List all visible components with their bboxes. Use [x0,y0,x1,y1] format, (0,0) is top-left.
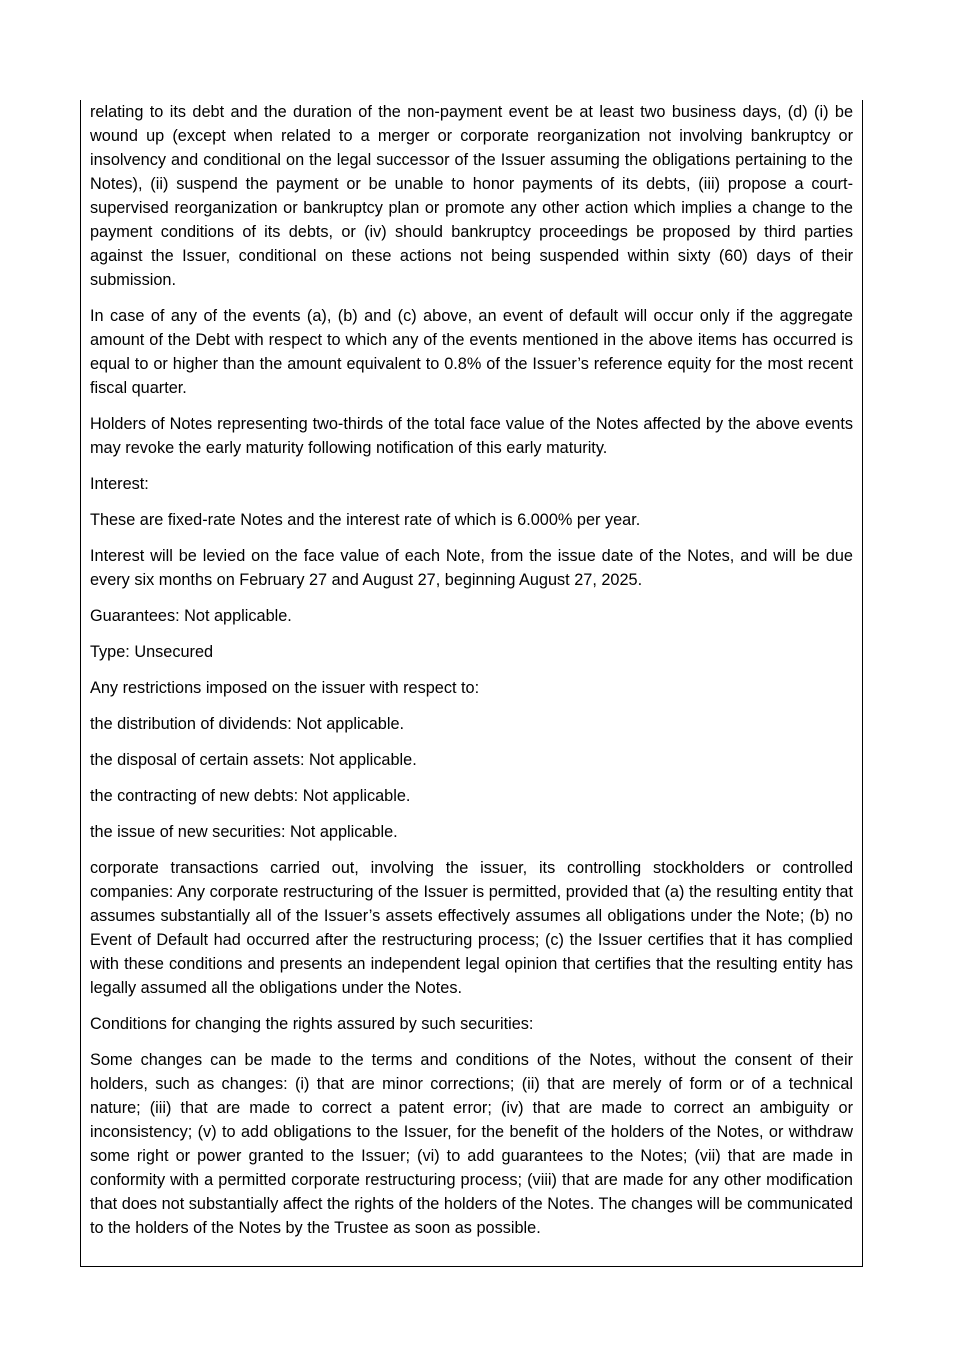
paragraph-new-debts: the contracting of new debts: Not applicable. [90,787,411,805]
paragraph-interest-rate: These are fixed-rate Notes and the interest rate of which is 6.000% per year. [90,511,641,529]
paragraph-corporate-transactions: corporate transactions carried out, involving the issuer, its controlling stockholders or controlled companies: Any corporate restructuring of the Issuer is permitted, provided that (a) the resulting entity that assumes substantially all of the Issuer’s assets effectively assumes all obligations under the Note; (b) no Event of Default had occurred after the restructuring process; (c) the Issuer certifies that it has complied with these conditions and presents an independent legal opinion that certifies that the resulting entity has legally assumed all the obligations under the Notes. [90,859,853,997]
paragraph-revoke-early-maturity: Holders of Notes representing two-thirds of the total face value of the Notes affected by the above events may revoke the early maturity following notification of this early maturity. [90,415,853,457]
paragraph-conditions-heading: Conditions for changing the rights assured by such securities: [90,1015,534,1033]
paragraph-type: Type: Unsecured [90,643,214,661]
paragraph-default-events-continued: relating to its debt and the duration of the non-payment event be at least two business days, (d) (i) be wound up (except when related to a merger or corporate reorganization not involving bankruptcy or insolvency and conditional on the legal successor of the Issuer assuming the obligations pertaining to the Notes), (ii) suspend the payment or be unable to honor payments of its debts, (iii) propose a court-supervised reorganization or bankruptcy plan or promote any other action which implies a change to the payment conditions of its debts, or (iv) should bankruptcy proceedings be proposed by third parties against the Issuer, conditional on these actions not being suspended within sixty (60) days of their submission. [90,103,853,289]
paragraph-changes-without-consent: Some changes can be made to the terms and conditions of the Notes, without the consent of their holders, such as changes: (i) that are minor corrections; (ii) that are merely of form or of a technical nature; (iii) that are made to correct a patent error; (iv) that are made to correct an ambiguity or inconsistency; (v) to add obligations to the Issuer, for the benefit of the holders of the Notes, or withdraw some right or power granted to the Issuer; (vi) to add guarantees to the Notes; (vii) that are made in conformity with a permitted corporate restructuring process; (viii) that are made for any other modification that does not substantially affect the rights of the holders of the Notes. The changes will be communicated to the holders of the Notes by the Trustee as soon as possible. [90,1051,853,1237]
paragraph-default-threshold: In case of any of the events (a), (b) and (c) above, an event of default will occur only if the aggregate amount of the Debt with respect to which any of the events mentioned in the above items has occurred is equal to or higher than the amount equivalent to 0.8% of the Issuer’s reference equity for the most recent fiscal quarter. [90,307,853,397]
paragraph-interest-heading: Interest: [90,475,149,493]
paragraph-interest-schedule: Interest will be levied on the face value of each Note, from the issue date of the Notes, and will be due every six months on February 27 and August 27, beginning August 27, 2025. [90,547,853,589]
paragraph-dividends: the distribution of dividends: Not applicable. [90,715,405,733]
document-text-box [80,100,863,1267]
paragraph-guarantees: Guarantees: Not applicable. [90,607,292,625]
paragraph-restrictions-heading: Any restrictions imposed on the issuer with respect to: [90,679,480,697]
paragraph-new-securities: the issue of new securities: Not applicable. [90,823,398,841]
paragraph-asset-disposal: the disposal of certain assets: Not applicable. [90,751,417,769]
